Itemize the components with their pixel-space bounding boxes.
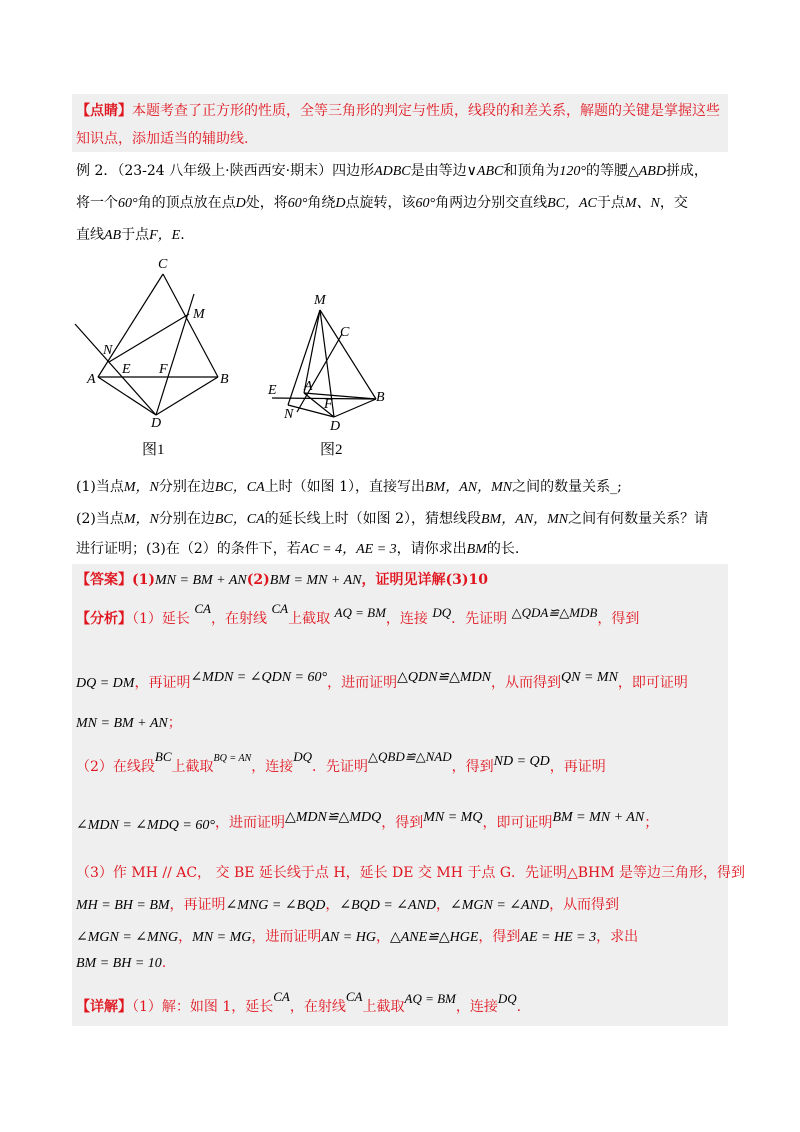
math-eq: BM = MN + AN: [552, 810, 645, 825]
example-text: 的等腰: [585, 163, 628, 179]
example-text: 拼成，: [665, 163, 708, 179]
highlight-text-2: 知识点，添加适当的辅助线.: [76, 131, 249, 147]
math-ca: CA: [273, 989, 290, 1004]
math-congruent: △MDN≌△MDQ: [284, 810, 382, 825]
analysis-line-1: [76, 601, 640, 628]
detail-text: .: [516, 999, 522, 1015]
detail-text: 上截取: [362, 999, 405, 1015]
math-segments: BM，AN，MN: [480, 512, 569, 527]
math-angle: ∠MDN = ∠QDN = 60°: [190, 670, 328, 685]
math-eq: AQ = BM: [334, 605, 386, 620]
example-line-1: [76, 160, 708, 180]
question-text: ，请你求出: [396, 541, 467, 557]
analysis-text: ；: [644, 815, 659, 831]
answer-formula-1: MN = BM + AN: [155, 573, 247, 588]
math-congruent: △ANE≌△HGE: [389, 930, 479, 945]
example-text: 和顶角为: [503, 163, 560, 179]
analysis-line-3: [76, 712, 182, 732]
analysis-text: ，进而证明: [327, 675, 398, 691]
analysis-text: ，连接: [251, 759, 294, 775]
example-text: ，交: [659, 195, 688, 211]
fig2-label-b: B: [376, 390, 385, 405]
analysis-text: ，进而证明: [214, 815, 285, 831]
math-angle: ∠MGN = ∠MNG: [76, 930, 179, 945]
analysis-text: ，: [436, 897, 451, 913]
fig2-label-a: A: [304, 379, 313, 394]
figure-2: [262, 288, 392, 463]
analysis-text: ，从而得到: [549, 897, 620, 913]
highlight-line-1: [76, 100, 720, 120]
fig2-label-m: M: [314, 293, 326, 308]
math-angle-120: 120°: [559, 164, 586, 179]
question-text: 上时（如图 1），直接写出: [264, 479, 425, 495]
math-points: F，E: [149, 228, 181, 243]
fig1-label-d: D: [151, 416, 162, 431]
analysis-text: 上截取: [171, 759, 214, 775]
question-2: [76, 508, 708, 528]
fig1-label-a: A: [87, 372, 96, 387]
fig1-caption: 图1: [142, 442, 165, 458]
analysis-text: 上截取: [288, 611, 331, 627]
fig1-label-n: N: [103, 343, 113, 358]
question-text: 分别在边: [158, 511, 215, 527]
math-bc: BC: [154, 749, 172, 764]
math-eq: BQ = AN: [213, 753, 252, 764]
math-eq: MN = MG: [192, 930, 252, 945]
fig1-label-f: F: [159, 362, 168, 377]
question-3: [76, 538, 519, 558]
math-segment: BM: [466, 542, 487, 557]
analysis-text: ，在射线: [211, 611, 267, 627]
math-eq: DQ = DM: [76, 676, 135, 691]
analysis-text: ，得到: [597, 611, 640, 627]
math-line: AB: [104, 228, 122, 243]
math-dq: DQ: [432, 605, 452, 620]
example-text: 角两边分别交直线: [435, 195, 548, 211]
math-eq: MN = BM + AN: [76, 716, 168, 731]
math-triangle-abc: ∨ABC: [466, 164, 504, 179]
analysis-line-8: [76, 926, 638, 946]
math-lines: BC，AC: [547, 196, 597, 211]
analysis-text: ，即可证明: [617, 675, 688, 691]
analysis-text: （1）延长: [132, 611, 190, 627]
answer-formula-2: BM = MN + AN: [269, 573, 362, 588]
math-points: M，N: [123, 512, 159, 527]
analysis-text: ，: [375, 929, 390, 945]
fig2-label-f: F: [324, 397, 333, 412]
example-text: 角的顶点放在点: [137, 195, 236, 211]
math-eq: AE = HE = 3: [520, 930, 597, 945]
example-text: 角绕: [307, 195, 336, 211]
example-text: 是由等边: [410, 163, 467, 179]
math-eq: AQ = BM: [404, 991, 456, 1006]
math-points: M、N: [624, 196, 660, 211]
solution-box: [72, 564, 728, 1026]
math-sides: BC，CA: [214, 512, 265, 527]
math-dq: DQ: [293, 749, 313, 764]
analysis-line-4: [76, 749, 606, 776]
example-text: 于点: [121, 227, 150, 243]
math-given: AC = 4，AE = 3: [300, 542, 397, 557]
math-angle: ∠MDN = ∠MDQ = 60°: [76, 818, 215, 833]
analysis-text: ，再证明: [169, 897, 226, 913]
fig2-label-e: E: [268, 383, 277, 398]
analysis-line-2: [76, 672, 688, 692]
analysis-text: ．先证明: [451, 611, 508, 627]
fig1-label-c: C: [158, 257, 168, 272]
math-angle-60: 60°: [287, 196, 308, 211]
analysis-tag: 【分析】: [76, 611, 132, 627]
math-points: M，N: [123, 480, 159, 495]
math-angle-60: 60°: [118, 196, 138, 211]
question-text: 的长.: [486, 541, 520, 557]
highlight-line-2: [76, 128, 248, 148]
example-text: 直线: [76, 227, 104, 243]
highlight-tag: 【点睛】: [76, 103, 132, 119]
question-1: [76, 476, 622, 496]
analysis-text: ．先证明: [312, 759, 369, 775]
analysis-text: （3）作 MH // AC， 交 BE 延长线于点 H，延长 DE 交 MH 于点 G．先证明△BHM 是等边三角形，得到: [76, 865, 746, 881]
analysis-line-6: [76, 862, 745, 882]
figure-1: [70, 252, 250, 462]
analysis-text: ，再证明: [549, 759, 606, 775]
question-text: (2)当点: [76, 511, 124, 527]
math-eq: BM = BH = 10: [76, 956, 162, 971]
analysis-text: ，得到: [451, 759, 494, 775]
analysis-text: ；: [167, 715, 182, 731]
detail-line: [76, 989, 522, 1016]
analysis-text: ，得到: [478, 929, 521, 945]
fig2-caption: 图2: [320, 442, 343, 458]
math-point: D: [335, 196, 346, 211]
analysis-text: （2）在线段: [76, 759, 155, 775]
question-text: 的延长线上时（如图 2），猜想线段: [264, 511, 481, 527]
question-text: 之间的数量关系: [512, 479, 611, 495]
analysis-text: ，即可证明: [482, 815, 553, 831]
question-text: (1)当点: [76, 479, 124, 495]
analysis-line-9: [76, 955, 166, 972]
math-eq: AN = HG: [321, 930, 376, 945]
analysis-text: ，求出: [596, 929, 639, 945]
analysis-text: .: [161, 955, 167, 971]
detail-text: （1）解：如图 1，延长: [132, 999, 274, 1015]
analysis-text: ，再证明: [134, 675, 191, 691]
analysis-text: ，: [178, 929, 193, 945]
math-triangle-abd: △ABD: [627, 164, 666, 179]
math-eq: QN = MN: [561, 670, 618, 685]
math-ca: CA: [194, 601, 211, 616]
fig2-label-d: D: [330, 419, 341, 434]
math-angle: ∠MGN = ∠AND: [450, 898, 550, 913]
detail-tag: 【详解】: [76, 999, 132, 1015]
question-text: 分别在边: [158, 479, 215, 495]
math-segments: BM，AN，MN: [424, 480, 513, 495]
analysis-text: ，进而证明: [251, 929, 322, 945]
math-quad: ADBC: [374, 164, 411, 179]
example-text: 于点: [596, 195, 625, 211]
answer-part: (2): [246, 572, 270, 588]
analysis-text: ，: [325, 897, 340, 913]
math-angle-60: 60°: [415, 196, 436, 211]
answer-blank: _;: [610, 479, 622, 495]
math-angle: ∠MNG = ∠BQD: [225, 898, 326, 913]
detail-text: ，连接: [455, 999, 498, 1015]
math-angle: ∠BQD = ∠AND: [339, 898, 437, 913]
example-line-2: [76, 192, 688, 212]
fig1-label-b: B: [220, 372, 229, 387]
math-ca: CA: [345, 989, 363, 1004]
question-text: 之间有何数量关系？请: [568, 511, 709, 527]
analysis-text: ，得到: [381, 815, 424, 831]
fig2-label-n: N: [284, 407, 294, 422]
example-text: 处，将: [245, 195, 288, 211]
analysis-text: ，从而得到: [491, 675, 562, 691]
math-congruent: △QDA≌△MDB: [511, 605, 598, 620]
question-text: 进行证明；(3)在（2）的条件下，若: [76, 541, 301, 557]
math-eq: MN = MQ: [423, 810, 483, 825]
detail-text: ，在射线: [289, 999, 346, 1015]
answer-part: ，证明见详解(3)10: [361, 572, 488, 588]
math-congruent: △QDN≌△MDN: [397, 670, 492, 685]
analysis-line-7: [76, 894, 619, 914]
fig1-label-e: E: [122, 362, 131, 377]
example-text: 点旋转，该: [345, 195, 416, 211]
math-point: D: [235, 196, 246, 211]
fig1-label-m: M: [193, 307, 205, 322]
answer-line: [76, 569, 488, 589]
math-eq: MH = BH = BM: [76, 898, 170, 913]
analysis-text: ，连接: [385, 611, 428, 627]
answer-part: (1): [132, 572, 155, 588]
example-text: 将一个: [76, 195, 118, 211]
math-congruent: △QBD≌△NAD: [368, 749, 452, 764]
highlight-text-1: 本题考查了正方形的性质，全等三角形的判定与性质，线段的和差关系，解题的关键是掌握这些: [132, 103, 720, 119]
math-dq: DQ: [497, 991, 517, 1006]
math-sides: BC，CA: [214, 480, 265, 495]
fig2-label-c: C: [340, 325, 350, 340]
example-text: .: [180, 227, 185, 243]
math-eq: ND = QD: [493, 754, 550, 769]
example-line-3: [76, 224, 185, 244]
example-text: 例 2．（23-24 八年级上·陕西西安·期末）四边形: [76, 163, 375, 179]
analysis-line-5: [76, 812, 658, 832]
math-ca: CA: [271, 601, 289, 616]
answer-tag: 【答案】: [76, 572, 132, 588]
